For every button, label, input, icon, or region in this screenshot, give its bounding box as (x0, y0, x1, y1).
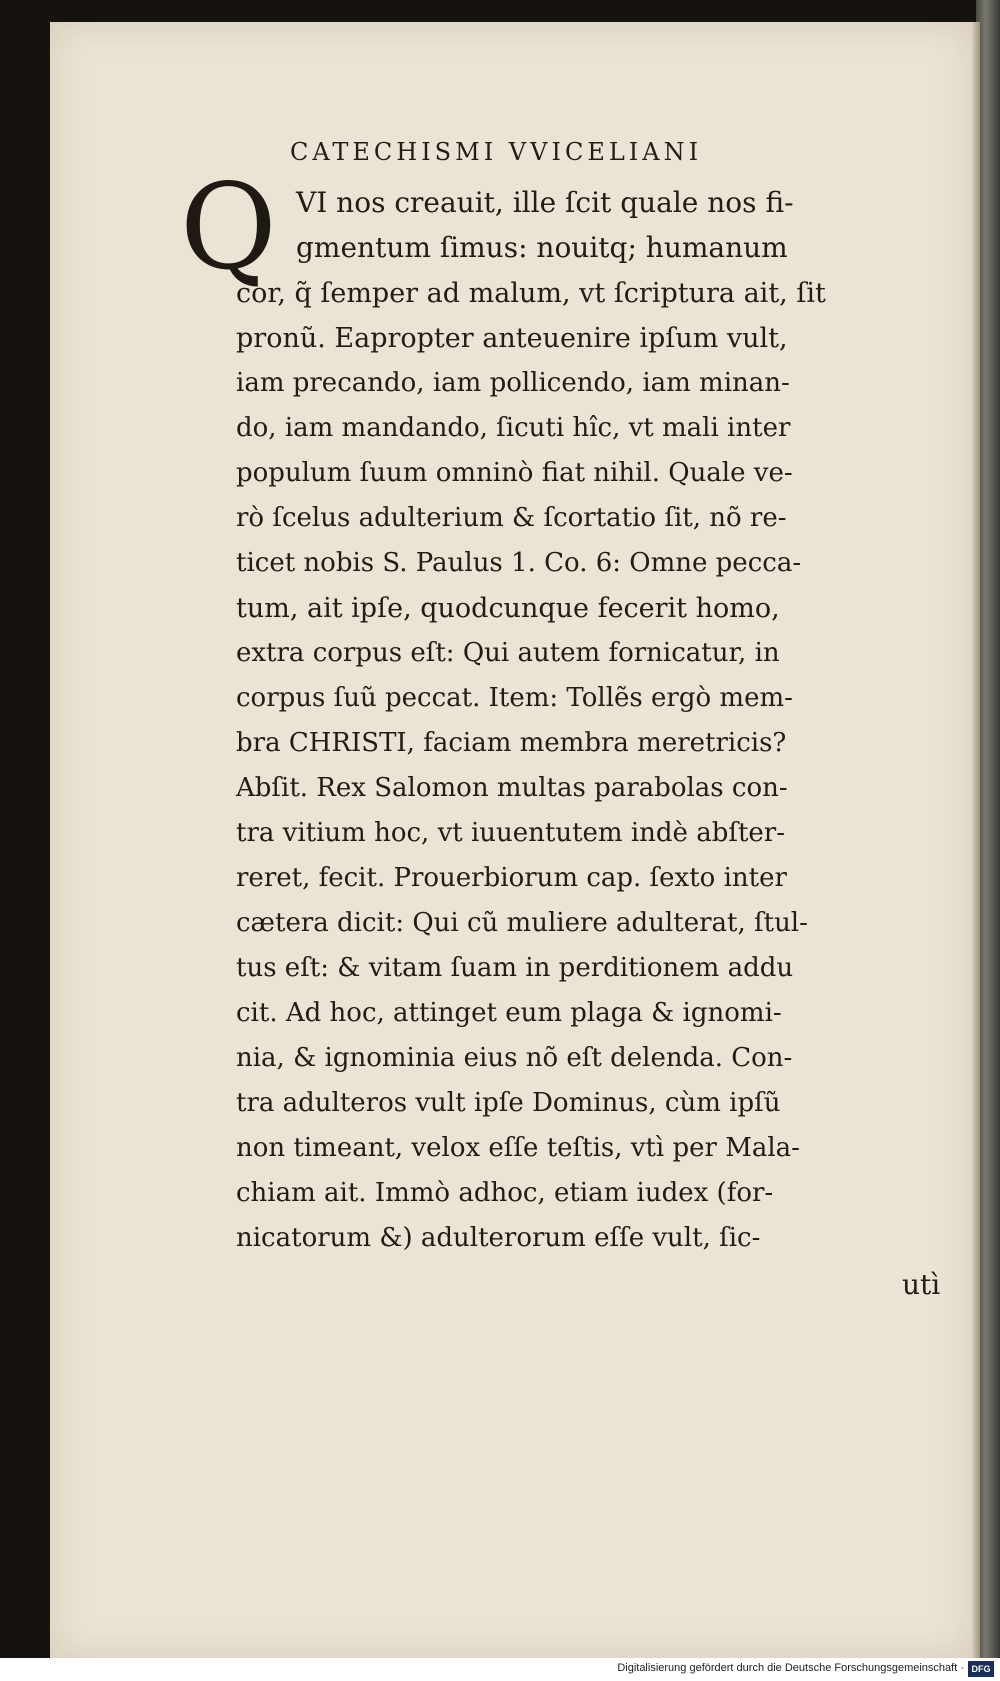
text-line: VI nos creauit, ille ſcit quale nos fi- (296, 186, 794, 219)
drop-initial: Q (180, 158, 277, 296)
text-line: cor, q̃ ſemper ad malum, vt ſcriptura ait, ſit (236, 278, 826, 309)
text-line: chiam ait. Immò adhoc, etiam iudex (for- (236, 1178, 774, 1208)
text-line: populum ſuum omninò fiat nihil. Quale ve- (236, 458, 793, 488)
text-line: non timeant, velox eſſe teſtis, vtì per Mala- (236, 1133, 800, 1163)
text-line: cit. Ad hoc, attinget eum plaga & ignomi- (236, 998, 782, 1028)
text-line: iam precando, iam pollicendo, iam minan- (236, 368, 790, 398)
text-line: extra corpus eſt: Qui autem fornicatur, in (236, 638, 780, 668)
footer-bar (0, 1658, 1000, 1681)
text-line: do, iam mandando, ſicuti hîc, vt mali inter (236, 413, 791, 443)
text-line: ticet nobis S. Paulus 1. Co. 6: Omne pecca- (236, 548, 802, 578)
text-line: rò ſcelus adulterium & ſcortatio ſit, nõ re- (236, 503, 787, 533)
text-line: corpus ſuũ peccat. Item: Tollẽs ergò mem- (236, 683, 793, 713)
text-line: nia, & ignominia eius nõ eſt delenda. Con- (236, 1043, 793, 1073)
catchword: utì (902, 1268, 941, 1301)
page-edge (972, 22, 980, 1658)
text-line: tum, ait ipſe, quodcunque fecerit homo, (236, 593, 780, 624)
footer-credit: Digitalisierung gefördert durch die Deutsche Forschungsgemeinschaft · (617, 1662, 964, 1674)
running-header: CATECHISMI VVICELIANI (290, 138, 703, 166)
text-line: reret, fecit. Prouerbiorum cap. ſexto inter (236, 863, 787, 893)
text-line: tus eſt: & vitam ſuam in perditionem addu (236, 953, 794, 983)
text-line: cætera dicit: Qui cũ muliere adulterat, ſtul- (236, 908, 808, 938)
dfg-logo: DFG (968, 1661, 994, 1677)
text-line: tra adulteros vult ipſe Dominus, cùm ipſũ (236, 1088, 781, 1118)
text-line: bra CHRISTI, faciam membra meretricis? (236, 728, 787, 758)
text-line: tra vitium hoc, vt iuuentutem indè abſter- (236, 818, 786, 848)
text-line: nicatorum &) adulterorum eſſe vult, ſic- (236, 1223, 761, 1253)
text-line: pronũ. Eapropter anteuenire ipſum vult, (236, 323, 788, 354)
text-line: gmentum ſimus: nouitq; humanum (296, 231, 788, 264)
text-line: Abſit. Rex Salomon multas parabolas con- (236, 773, 788, 803)
